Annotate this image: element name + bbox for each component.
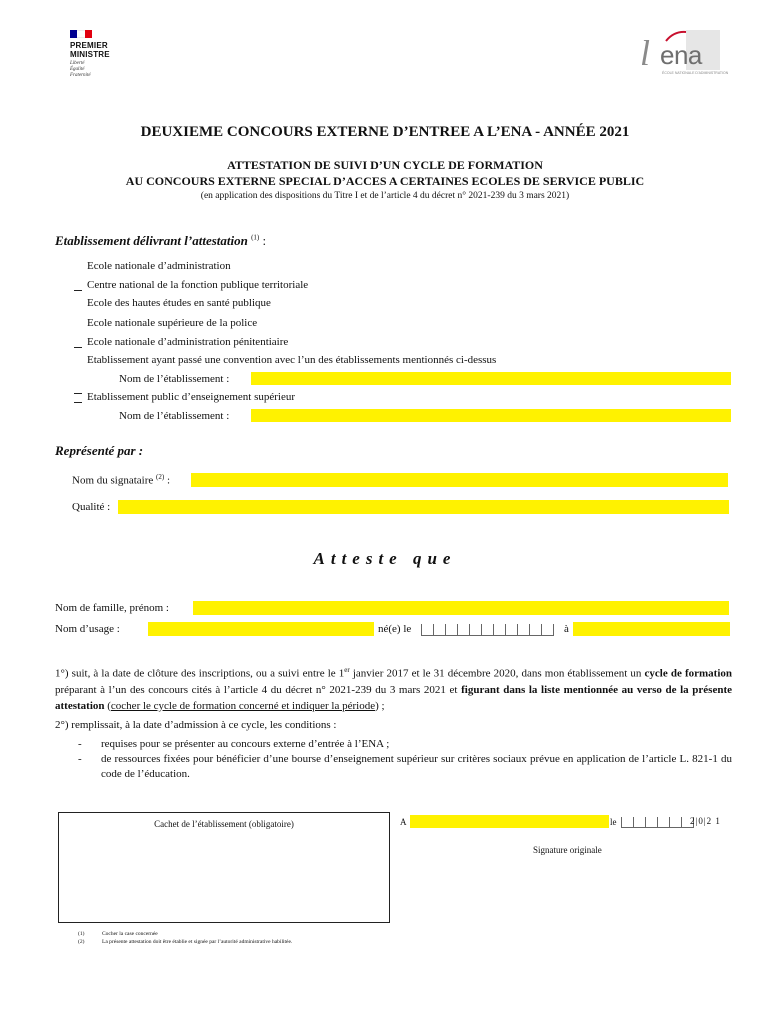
signataire-field[interactable] [191,473,728,487]
para1-part4: ( [104,699,111,712]
para1-bold1: cycle de formation [644,667,732,680]
nom-famille-label: Nom de famille, prénom : [55,602,169,614]
para1-underline: cocher le cycle de formation concerné et indiquer la période [110,699,376,712]
atteste-heading: Atteste que [313,549,457,568]
lieu-label: à [564,623,569,635]
ena-logo-word: ena [660,40,702,70]
para1-part1: 1°) suit, à la date de clôture des inscriptions, ou a suivi entre le 1 [55,667,345,680]
footnote-2-text: La présente attestation doit être établie et signée par l’autorité administrative habilitée. [102,939,293,945]
option-ena: Ecole nationale d’administration [87,260,231,272]
page-title: DEUXIEME CONCOURS EXTERNE D’ENTREE A L’ENA - ANNÉE 2021 [140,124,630,140]
option-ensp: Ecole nationale supérieure de la police [87,317,258,329]
nom-etab-field-2[interactable] [251,409,731,422]
para1-part3: préparant à l’un des concours cités à l’article 4 du décret n° 2021-239 du 3 mars 2021 et [55,683,462,696]
paragraph-2-intro: 2°) remplissait, à la date d’admission à ce cycle, les conditions : [55,719,337,731]
motto-3: Fraternité [70,73,91,78]
section-etablissement-heading [55,233,266,249]
nom-etab-field-1[interactable] [251,372,731,385]
sign-year: 2|0|2 1 [690,816,721,826]
stamp-label: Cachet de l’établissement (obligatoire) [154,819,294,829]
ena-logo-tagline: ÉCOLE NATIONALE D'ADMINISTRATION [662,71,729,75]
option-convention: Etablissement ayant passé une convention avec l’un des établissements mentionnés ci-dessus [87,354,497,366]
lieu-field[interactable] [573,622,730,636]
year-digit-2: 0 [698,816,704,826]
sign-date-label: le [610,817,617,827]
option-ehesp: Ecole des hautes études en santé publique [87,297,271,309]
subtitle-2: AU CONCOURS EXTERNE SPECIAL D’ACCES A CERTAINES ECOLES DE SERVICE PUBLIC [125,174,645,188]
section-etablissement-label: Etablissement délivrant l’attestation [55,233,248,248]
motto-2: Égalité [70,67,85,72]
signataire-label-group [72,473,170,487]
signataire-label: Nom du signataire [72,474,154,487]
bullet-dash-1: - [78,738,82,750]
footnote-1-text: Cocher la case concernée [102,931,158,937]
qualite-label: Qualité : [72,501,111,513]
signature-label: Signature originale [533,845,602,855]
ena-logo-script: l [640,33,651,73]
french-flag-icon [70,30,92,38]
bullet-dash-2: - [78,753,82,765]
paragraph-1 [55,662,732,714]
bullet-2: de ressources fixées pour bénéficier d’une bourse d’enseignement supérieur sur critères sociaux prévue en application de l’article L. 821-1 du code de l’éducation. [101,753,732,780]
ne-le-label: né(e) le [378,623,412,635]
motto-1: Liberté [70,61,85,66]
checkbox-epes-a[interactable] [74,393,82,394]
premier-ministre-logo [70,41,110,79]
option-epes: Etablissement public d’enseignement supérieur [87,391,296,403]
checkbox-epes-b[interactable] [74,402,82,403]
sign-place-label: A [400,817,407,827]
para1-bold2: figurant dans la liste mentionnée au verso de la présente attestation [55,683,732,712]
footnote-ref-2: (2) [156,473,165,481]
nom-usage-field[interactable] [148,622,374,636]
footnote-ref-1: (1) [251,233,260,242]
checkbox-enap[interactable] [74,347,82,348]
footnote-1-num: (1) [78,931,85,937]
nom-etab-label-1: Nom de l’établissement : [119,373,230,385]
nom-usage-label: Nom d’usage : [55,623,120,635]
sign-place-field[interactable] [410,815,609,828]
logo-line-2: MINISTRE [70,50,110,59]
subtitle-1: ATTESTATION DE SUIVI D’UN CYCLE DE FORMATION [227,158,543,172]
birthdate-boxes[interactable] [421,624,554,636]
nom-etab-label-2: Nom de l’établissement : [119,410,230,422]
bullet-1: requises pour se présenter au concours externe d’entrée à l’ENA ; [101,738,390,750]
para1-sup: er [344,666,350,674]
year-digit-3: 2 [706,816,713,826]
qualite-field[interactable] [118,500,729,514]
checkbox-cnfpt[interactable] [74,290,82,291]
option-enap: Ecole nationale d’administration pénitentiaire [87,336,289,348]
stamp-box[interactable] [58,812,390,923]
subtitle-3: (en application des dispositions du Titre I et de l’article 4 du décret n° 2021-239 du 3 mars 2021) [200,191,570,201]
year-digit-1: 2 [690,816,696,826]
footnote-2-num: (2) [78,939,85,945]
nom-famille-field[interactable] [193,601,729,615]
section-etablissement-colon: : [259,233,267,248]
section-represente-heading: Représenté par : [55,443,144,458]
option-cnfpt: Centre national de la fonction publique territoriale [87,279,309,291]
sign-date-boxes[interactable] [621,817,694,828]
ena-logo [640,30,729,78]
logo-line-1: PREMIER [70,41,108,50]
para1-part5: ) ; [375,699,385,712]
para1-part2: janvier 2017 et le 31 décembre 2020, dans mon établissement un [349,667,645,680]
year-digit-4: 1 [715,816,721,826]
signataire-colon: : [164,474,170,487]
